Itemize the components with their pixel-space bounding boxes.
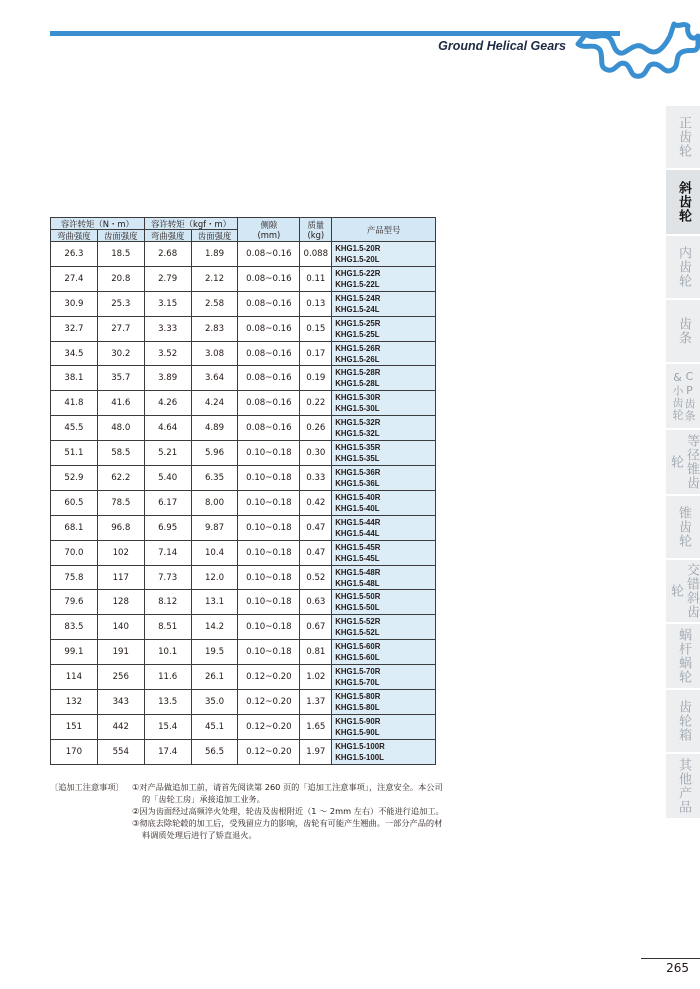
model-right-hand: KHG1.5-24R	[335, 293, 381, 303]
tab-internal-gears[interactable]: 内齿轮	[666, 236, 700, 298]
bending-strength-kgfm-cell: 15.4	[144, 714, 191, 739]
model-cell	[332, 515, 436, 540]
header-model: 产品型号	[332, 218, 436, 242]
surface-strength-nm-cell: 27.7	[97, 316, 144, 341]
model-left-hand: KHG1.5-26L	[335, 354, 380, 364]
bending-strength-kgfm-cell: 8.51	[144, 615, 191, 640]
tab-gear-racks[interactable]: 齿条	[666, 300, 700, 362]
mass-cell: 0.088	[300, 242, 332, 267]
surface-strength-nm-cell: 128	[97, 590, 144, 615]
model-cell	[332, 266, 436, 291]
header-rule	[50, 31, 620, 36]
bending-strength-nm-cell: 75.8	[51, 565, 98, 590]
bending-strength-kgfm-cell: 4.64	[144, 416, 191, 441]
machining-notes	[50, 781, 445, 841]
bending-strength-nm-cell: 27.4	[51, 266, 98, 291]
model-left-hand: KHG1.5-100L	[335, 752, 384, 762]
bending-strength-nm-cell: 51.1	[51, 441, 98, 466]
backlash-cell: 0.08~0.16	[238, 341, 300, 366]
mass-cell: 0.22	[300, 391, 332, 416]
mass-cell: 1.02	[300, 665, 332, 690]
tab-helical-gears[interactable]: 斜齿轮	[666, 170, 700, 234]
model-cell	[332, 291, 436, 316]
backlash-cell: 0.08~0.16	[238, 242, 300, 267]
surface-strength-nm-cell: 256	[97, 665, 144, 690]
model-cell	[332, 590, 436, 615]
surface-strength-kgfm-cell: 12.0	[191, 565, 238, 590]
model-right-hand: KHG1.5-45R	[335, 542, 381, 552]
tab-gearboxes[interactable]: 齿轮箱	[666, 690, 700, 752]
spec-table	[50, 217, 436, 765]
model-right-hand: KHG1.5-44R	[335, 517, 381, 527]
model-left-hand: KHG1.5-24L	[335, 304, 380, 314]
model-left-hand: KHG1.5-30L	[335, 404, 380, 414]
mass-cell: 0.52	[300, 565, 332, 590]
backlash-cell: 0.12~0.20	[238, 714, 300, 739]
table-row	[51, 690, 436, 715]
model-left-hand: KHG1.5-36L	[335, 478, 380, 488]
table-row	[51, 366, 436, 391]
notes-label: 〔追加工注意事项〕	[50, 782, 124, 792]
model-right-hand: KHG1.5-35R	[335, 443, 381, 453]
surface-strength-kgfm-cell: 2.58	[191, 291, 238, 316]
surface-strength-nm-cell: 30.2	[97, 341, 144, 366]
bending-strength-nm-cell: 32.7	[51, 316, 98, 341]
model-left-hand: KHG1.5-25L	[335, 329, 380, 339]
model-cell	[332, 316, 436, 341]
bending-strength-kgfm-cell: 3.89	[144, 366, 191, 391]
model-right-hand: KHG1.5-90R	[335, 716, 381, 726]
backlash-cell: 0.10~0.18	[238, 490, 300, 515]
model-left-hand: KHG1.5-20L	[335, 254, 380, 264]
bending-strength-kgfm-cell: 6.17	[144, 490, 191, 515]
model-cell	[332, 690, 436, 715]
table-row	[51, 441, 436, 466]
category-tabs	[666, 106, 700, 820]
mass-cell: 1.65	[300, 714, 332, 739]
surface-strength-kgfm-cell: 2.83	[191, 316, 238, 341]
surface-strength-nm-cell: 25.3	[97, 291, 144, 316]
model-right-hand: KHG1.5-100R	[335, 741, 385, 751]
mass-cell: 0.13	[300, 291, 332, 316]
mass-cell: 0.47	[300, 540, 332, 565]
footer-rule	[641, 958, 700, 959]
table-row	[51, 391, 436, 416]
model-left-hand: KHG1.5-70L	[335, 678, 380, 688]
model-cell	[332, 441, 436, 466]
surface-strength-nm-cell: 48.0	[97, 416, 144, 441]
backlash-cell: 0.08~0.16	[238, 416, 300, 441]
model-right-hand: KHG1.5-60R	[335, 642, 381, 652]
bending-strength-kgfm-cell: 2.79	[144, 266, 191, 291]
surface-strength-kgfm-cell: 3.64	[191, 366, 238, 391]
model-right-hand: KHG1.5-50R	[335, 592, 381, 602]
backlash-cell: 0.10~0.18	[238, 515, 300, 540]
model-right-hand: KHG1.5-22R	[335, 268, 381, 278]
backlash-cell: 0.08~0.16	[238, 291, 300, 316]
tab-screw-gears[interactable]: 交错斜齿轮	[666, 560, 700, 622]
backlash-cell: 0.08~0.16	[238, 366, 300, 391]
model-right-hand: KHG1.5-52R	[335, 617, 381, 627]
table-row	[51, 640, 436, 665]
bending-strength-nm-cell: 45.5	[51, 416, 98, 441]
backlash-cell: 0.08~0.16	[238, 316, 300, 341]
spec-table-body	[51, 242, 436, 765]
bending-strength-kgfm-cell: 11.6	[144, 665, 191, 690]
surface-strength-kgfm-cell: 14.2	[191, 615, 238, 640]
tab-bevel-gears[interactable]: 锥齿轮	[666, 496, 700, 558]
model-right-hand: KHG1.5-30R	[335, 393, 381, 403]
bending-strength-nm-cell: 34.5	[51, 341, 98, 366]
bending-strength-nm-cell: 170	[51, 739, 98, 764]
header-bending-kgfm: 弯曲强度	[144, 230, 191, 242]
header-mass: 质量 (kg)	[300, 218, 332, 242]
table-row	[51, 515, 436, 540]
surface-strength-nm-cell: 102	[97, 540, 144, 565]
bending-strength-nm-cell: 60.5	[51, 490, 98, 515]
table-row	[51, 714, 436, 739]
bending-strength-nm-cell: 79.6	[51, 590, 98, 615]
surface-strength-kgfm-cell: 9.87	[191, 515, 238, 540]
surface-strength-kgfm-cell: 5.96	[191, 441, 238, 466]
bending-strength-kgfm-cell: 13.5	[144, 690, 191, 715]
model-left-hand: KHG1.5-52L	[335, 628, 380, 638]
tab-worm-gear-pairs[interactable]: 蜗杆蜗轮	[666, 624, 700, 688]
model-left-hand: KHG1.5-28L	[335, 379, 380, 389]
model-cell	[332, 490, 436, 515]
backlash-cell: 0.10~0.18	[238, 466, 300, 491]
bending-strength-kgfm-cell: 10.1	[144, 640, 191, 665]
model-right-hand: KHG1.5-26R	[335, 343, 381, 353]
backlash-cell: 0.10~0.18	[238, 590, 300, 615]
tab-spur-gears[interactable]: 正齿轮	[666, 106, 700, 168]
surface-strength-kgfm-cell: 4.24	[191, 391, 238, 416]
table-row	[51, 540, 436, 565]
surface-strength-kgfm-cell: 1.89	[191, 242, 238, 267]
mass-cell: 1.37	[300, 690, 332, 715]
surface-strength-nm-cell: 117	[97, 565, 144, 590]
model-right-hand: KHG1.5-70R	[335, 667, 381, 677]
table-row	[51, 739, 436, 764]
model-cell	[332, 665, 436, 690]
bending-strength-kgfm-cell: 7.73	[144, 565, 191, 590]
model-cell	[332, 416, 436, 441]
backlash-cell: 0.08~0.16	[238, 391, 300, 416]
mass-cell: 0.33	[300, 466, 332, 491]
bending-strength-nm-cell: 26.3	[51, 242, 98, 267]
tab-cp-racks-pinions[interactable]: CP齿条&小齿轮	[666, 364, 700, 428]
model-left-hand: KHG1.5-35L	[335, 454, 380, 464]
bending-strength-kgfm-cell: 5.21	[144, 441, 191, 466]
bending-strength-nm-cell: 83.5	[51, 615, 98, 640]
table-row	[51, 266, 436, 291]
mass-cell: 0.30	[300, 441, 332, 466]
note-item: ②因为齿面经过高频淬火处理，轮齿及齿根附近（1 ～ 2mm 左右）不能进行追加工。	[132, 806, 444, 816]
backlash-cell: 0.10~0.18	[238, 441, 300, 466]
model-left-hand: KHG1.5-40L	[335, 503, 380, 513]
surface-strength-kgfm-cell: 35.0	[191, 690, 238, 715]
bending-strength-kgfm-cell: 6.95	[144, 515, 191, 540]
backlash-cell: 0.12~0.20	[238, 690, 300, 715]
header-torque-kgfm: 容许转矩（kgf・m）	[144, 218, 238, 230]
model-right-hand: KHG1.5-40R	[335, 492, 381, 502]
model-right-hand: KHG1.5-48R	[335, 567, 381, 577]
model-cell	[332, 466, 436, 491]
model-left-hand: KHG1.5-45L	[335, 553, 380, 563]
surface-strength-kgfm-cell: 6.35	[191, 466, 238, 491]
model-cell	[332, 739, 436, 764]
model-left-hand: KHG1.5-22L	[335, 279, 380, 289]
backlash-cell: 0.10~0.18	[238, 640, 300, 665]
surface-strength-nm-cell: 191	[97, 640, 144, 665]
backlash-cell: 0.12~0.20	[238, 739, 300, 764]
bending-strength-kgfm-cell: 5.40	[144, 466, 191, 491]
model-right-hand: KHG1.5-80R	[335, 691, 381, 701]
mass-cell: 0.17	[300, 341, 332, 366]
mass-cell: 0.26	[300, 416, 332, 441]
page-number: 265	[666, 961, 689, 975]
table-row	[51, 466, 436, 491]
surface-strength-kgfm-cell: 45.1	[191, 714, 238, 739]
model-left-hand: KHG1.5-44L	[335, 528, 380, 538]
header-surface-nm: 齿面强度	[97, 230, 144, 242]
model-left-hand: KHG1.5-80L	[335, 702, 380, 712]
model-cell	[332, 540, 436, 565]
page-title: Ground Helical Gears	[438, 39, 566, 53]
mass-cell: 0.63	[300, 590, 332, 615]
surface-strength-nm-cell: 35.7	[97, 366, 144, 391]
surface-strength-kgfm-cell: 19.5	[191, 640, 238, 665]
header-backlash: 侧隙 (mm)	[238, 218, 300, 242]
surface-strength-kgfm-cell: 4.89	[191, 416, 238, 441]
bending-strength-nm-cell: 151	[51, 714, 98, 739]
surface-strength-nm-cell: 442	[97, 714, 144, 739]
note-item: ③彻底去除轮毂的加工后，受残留应力的影响，齿轮有可能产生翘曲。一部分产品的材料调质处理后进行了矫直退火。	[132, 818, 443, 840]
header-bending-nm: 弯曲强度	[51, 230, 98, 242]
header-surface-kgfm: 齿面强度	[191, 230, 238, 242]
mass-cell: 0.67	[300, 615, 332, 640]
surface-strength-nm-cell: 62.2	[97, 466, 144, 491]
table-row	[51, 490, 436, 515]
model-left-hand: KHG1.5-32L	[335, 429, 380, 439]
helical-gear-icon	[574, 14, 700, 82]
model-right-hand: KHG1.5-25R	[335, 318, 381, 328]
bending-strength-kgfm-cell: 8.12	[144, 590, 191, 615]
bending-strength-nm-cell: 38.1	[51, 366, 98, 391]
note-item: ①对产品做追加工前，请首先阅读第 260 页的「追加工注意事项」，注意安全。本公司的「齿轮工房」承接追加工业务。	[132, 782, 443, 804]
backlash-cell: 0.10~0.18	[238, 565, 300, 590]
surface-strength-nm-cell: 18.5	[97, 242, 144, 267]
bending-strength-kgfm-cell: 7.14	[144, 540, 191, 565]
table-row	[51, 665, 436, 690]
surface-strength-kgfm-cell: 10.4	[191, 540, 238, 565]
model-right-hand: KHG1.5-32R	[335, 418, 381, 428]
model-cell	[332, 714, 436, 739]
model-cell	[332, 366, 436, 391]
mass-cell: 0.19	[300, 366, 332, 391]
model-cell	[332, 341, 436, 366]
mass-cell: 0.42	[300, 490, 332, 515]
bending-strength-nm-cell: 30.9	[51, 291, 98, 316]
mass-cell: 0.47	[300, 515, 332, 540]
model-cell	[332, 242, 436, 267]
bending-strength-kgfm-cell: 3.15	[144, 291, 191, 316]
model-left-hand: KHG1.5-90L	[335, 727, 380, 737]
backlash-cell: 0.10~0.18	[238, 615, 300, 640]
surface-strength-nm-cell: 20.8	[97, 266, 144, 291]
surface-strength-nm-cell: 41.6	[97, 391, 144, 416]
bending-strength-kgfm-cell: 2.68	[144, 242, 191, 267]
bending-strength-kgfm-cell: 17.4	[144, 739, 191, 764]
model-right-hand: KHG1.5-20R	[335, 243, 381, 253]
backlash-cell: 0.12~0.20	[238, 665, 300, 690]
table-row	[51, 242, 436, 267]
table-row	[51, 316, 436, 341]
mass-cell: 1.97	[300, 739, 332, 764]
surface-strength-nm-cell: 554	[97, 739, 144, 764]
surface-strength-kgfm-cell: 56.5	[191, 739, 238, 764]
surface-strength-nm-cell: 58.5	[97, 441, 144, 466]
model-cell	[332, 391, 436, 416]
table-row	[51, 590, 436, 615]
surface-strength-kgfm-cell: 3.08	[191, 341, 238, 366]
model-left-hand: KHG1.5-50L	[335, 603, 380, 613]
mass-cell: 0.11	[300, 266, 332, 291]
model-cell	[332, 615, 436, 640]
surface-strength-kgfm-cell: 2.12	[191, 266, 238, 291]
table-row	[51, 565, 436, 590]
tab-other-products[interactable]: 其他产品	[666, 754, 700, 818]
model-right-hand: KHG1.5-36R	[335, 467, 381, 477]
bending-strength-nm-cell: 99.1	[51, 640, 98, 665]
backlash-cell: 0.10~0.18	[238, 540, 300, 565]
bending-strength-nm-cell: 52.9	[51, 466, 98, 491]
model-left-hand: KHG1.5-60L	[335, 653, 380, 663]
bending-strength-nm-cell: 114	[51, 665, 98, 690]
bending-strength-kgfm-cell: 4.26	[144, 391, 191, 416]
model-left-hand: KHG1.5-48L	[335, 578, 380, 588]
header-torque-nm: 容许转矩（N・m）	[51, 218, 145, 230]
table-row	[51, 416, 436, 441]
mass-cell: 0.15	[300, 316, 332, 341]
bending-strength-kgfm-cell: 3.52	[144, 341, 191, 366]
table-row	[51, 341, 436, 366]
surface-strength-kgfm-cell: 26.1	[191, 665, 238, 690]
table-row	[51, 291, 436, 316]
surface-strength-nm-cell: 78.5	[97, 490, 144, 515]
bending-strength-kgfm-cell: 3.33	[144, 316, 191, 341]
model-right-hand: KHG1.5-28R	[335, 368, 381, 378]
tab-miter-gears[interactable]: 等径锥齿轮	[666, 430, 700, 494]
model-cell	[332, 640, 436, 665]
surface-strength-nm-cell: 140	[97, 615, 144, 640]
mass-cell: 0.81	[300, 640, 332, 665]
table-row	[51, 615, 436, 640]
surface-strength-nm-cell: 96.8	[97, 515, 144, 540]
model-cell	[332, 565, 436, 590]
bending-strength-nm-cell: 41.8	[51, 391, 98, 416]
bending-strength-nm-cell: 68.1	[51, 515, 98, 540]
backlash-cell: 0.08~0.16	[238, 266, 300, 291]
surface-strength-nm-cell: 343	[97, 690, 144, 715]
surface-strength-kgfm-cell: 13.1	[191, 590, 238, 615]
bending-strength-nm-cell: 70.0	[51, 540, 98, 565]
bending-strength-nm-cell: 132	[51, 690, 98, 715]
surface-strength-kgfm-cell: 8.00	[191, 490, 238, 515]
